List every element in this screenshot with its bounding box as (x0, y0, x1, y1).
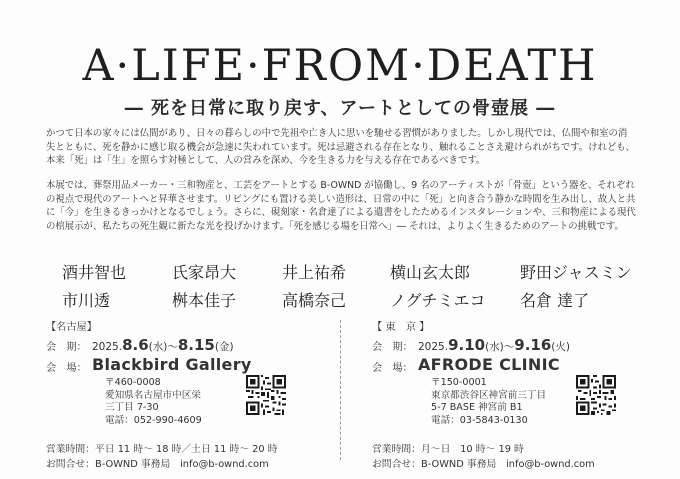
period-tilde: ～ (167, 341, 178, 353)
artist-name: 横山玄太郎 (390, 263, 471, 282)
venue-address (431, 377, 595, 441)
artist-name: 野田ジャスミン (520, 263, 632, 282)
period-start: 9.10 (448, 336, 486, 354)
exhibition-subtitle: ― 死を日常に取り戻す、アートとしての骨壺展 ― (124, 98, 556, 119)
contact-row (372, 456, 595, 471)
address-line: 三丁目 7-30 (105, 402, 159, 414)
period-start-dow: (水) (148, 341, 168, 353)
qr-code-nagoya[interactable] (246, 375, 286, 415)
period-end: 8.15 (177, 336, 215, 354)
period-label: 会 期： (46, 342, 87, 353)
address-line: 愛知県名古屋市中区栄 (105, 389, 201, 401)
venue-label: 会 場： (46, 363, 87, 374)
period-start: 8.6 (122, 336, 149, 354)
period-start-dow: (水) (485, 341, 504, 353)
hours-row (372, 441, 595, 456)
hours-value: 月～日 10 時～ 19 時 (420, 444, 524, 455)
venue-name: AFRODE CLINIC (418, 355, 560, 374)
period-value (92, 336, 234, 354)
address-line: 東京都渋谷区神宮前三丁目 (431, 389, 547, 401)
period-end-dow: (金) (214, 341, 234, 353)
venue-city: 【名古屋】 (46, 322, 97, 333)
venue-city: 【 東 京 】 (372, 322, 430, 333)
hours-label: 営業時間： (372, 444, 421, 455)
period-row (46, 336, 278, 355)
intro-paragraph: かつて日本の家々には仏間があり、日々の暮らしの中で先祖や亡き人に思いを馳せる習慣がありました。しかし現代では、仏間や和室の消失とともに、死を静かに感じ取る機会が急速に失われています。死は忌避される存在となり、触れることさえ避けられがちです。けれども、本来「死」は「生」を照らす対極として、人の営みを深め、今を生きる力を与える存在であるべきです。 (46, 128, 636, 167)
address-line: 〒460-0008 (105, 377, 161, 388)
address-line: 電話：03-5843-0130 (431, 414, 528, 426)
contact-label: お問合せ： (372, 459, 421, 470)
contact-value: B-OWND 事務局 info@b-ownd.com (420, 459, 595, 470)
hours-label: 営業時間： (46, 444, 95, 455)
hours-value: 平日 11 時～ 18 時／土日 11 時～ 20 時 (94, 444, 278, 455)
artist-name: 名倉 達了 (520, 291, 590, 310)
address-line: 5-7 BASE 神宮前 B1 (431, 402, 523, 414)
venue-label: 会 場： (372, 363, 413, 374)
period-end: 9.16 (514, 336, 552, 354)
venue-row (46, 355, 278, 377)
address-line: 電話：052-990-4609 (105, 414, 202, 426)
venue-tokyo (372, 318, 595, 471)
exhibition-title: A·LIFE·FROM·DEATH (82, 41, 598, 91)
hours-row (46, 441, 278, 456)
period-label: 会 期： (372, 342, 413, 353)
artist-name: 氏家昂大 (172, 263, 237, 282)
period-row (372, 336, 595, 355)
address-line: 〒150-0001 (431, 377, 487, 388)
artist-name: 酒井智也 (62, 263, 127, 282)
qr-code-tokyo[interactable] (576, 375, 616, 415)
contact-row (46, 456, 278, 471)
venue-name: Blackbird Gallery (92, 355, 252, 374)
artist-name: 井上祐希 (282, 263, 347, 282)
period-tilde: ～ (503, 341, 515, 353)
contact-value: B-OWND 事務局 info@b-ownd.com (94, 459, 269, 470)
artist-name: 市川透 (62, 291, 111, 310)
venue-divider (340, 320, 341, 460)
period-year: 2025. (92, 341, 123, 353)
venue-row (372, 355, 595, 377)
venue-nagoya (46, 318, 278, 471)
artist-name: 桝本佳子 (172, 291, 237, 310)
contact-label: お問合せ： (46, 459, 95, 470)
period-end-dow: (火) (551, 341, 570, 353)
concept-paragraph: 本展では、葬祭用品メーカー・三和物産と、工芸をアートとする B-OWND が協働し、9 名のアーティストが「骨壺」という器を、それぞれの視点で現代のアートへと昇華させます。リビングにも置ける美しい造形は、日常の中に「死」と向き合う静かな時間を生み出し、故人と共に「今」を生きるきっかけとなるでしょう。さらに、硯刻家・名倉達了による遺書をしたためるインスタレーションや、三和物産による現代の棺展示が、私たちの死生観に新たな光を投げかけます。「死を感じる場を日常へ」― それは、よりよく生きるためのアートの挑戦です。 (46, 180, 636, 232)
artist-name: 高橋奈己 (282, 291, 347, 310)
period-value (418, 336, 570, 354)
artist-list (62, 260, 642, 311)
period-year: 2025. (418, 341, 449, 353)
artist-name: ノグチミエコ (390, 291, 486, 310)
